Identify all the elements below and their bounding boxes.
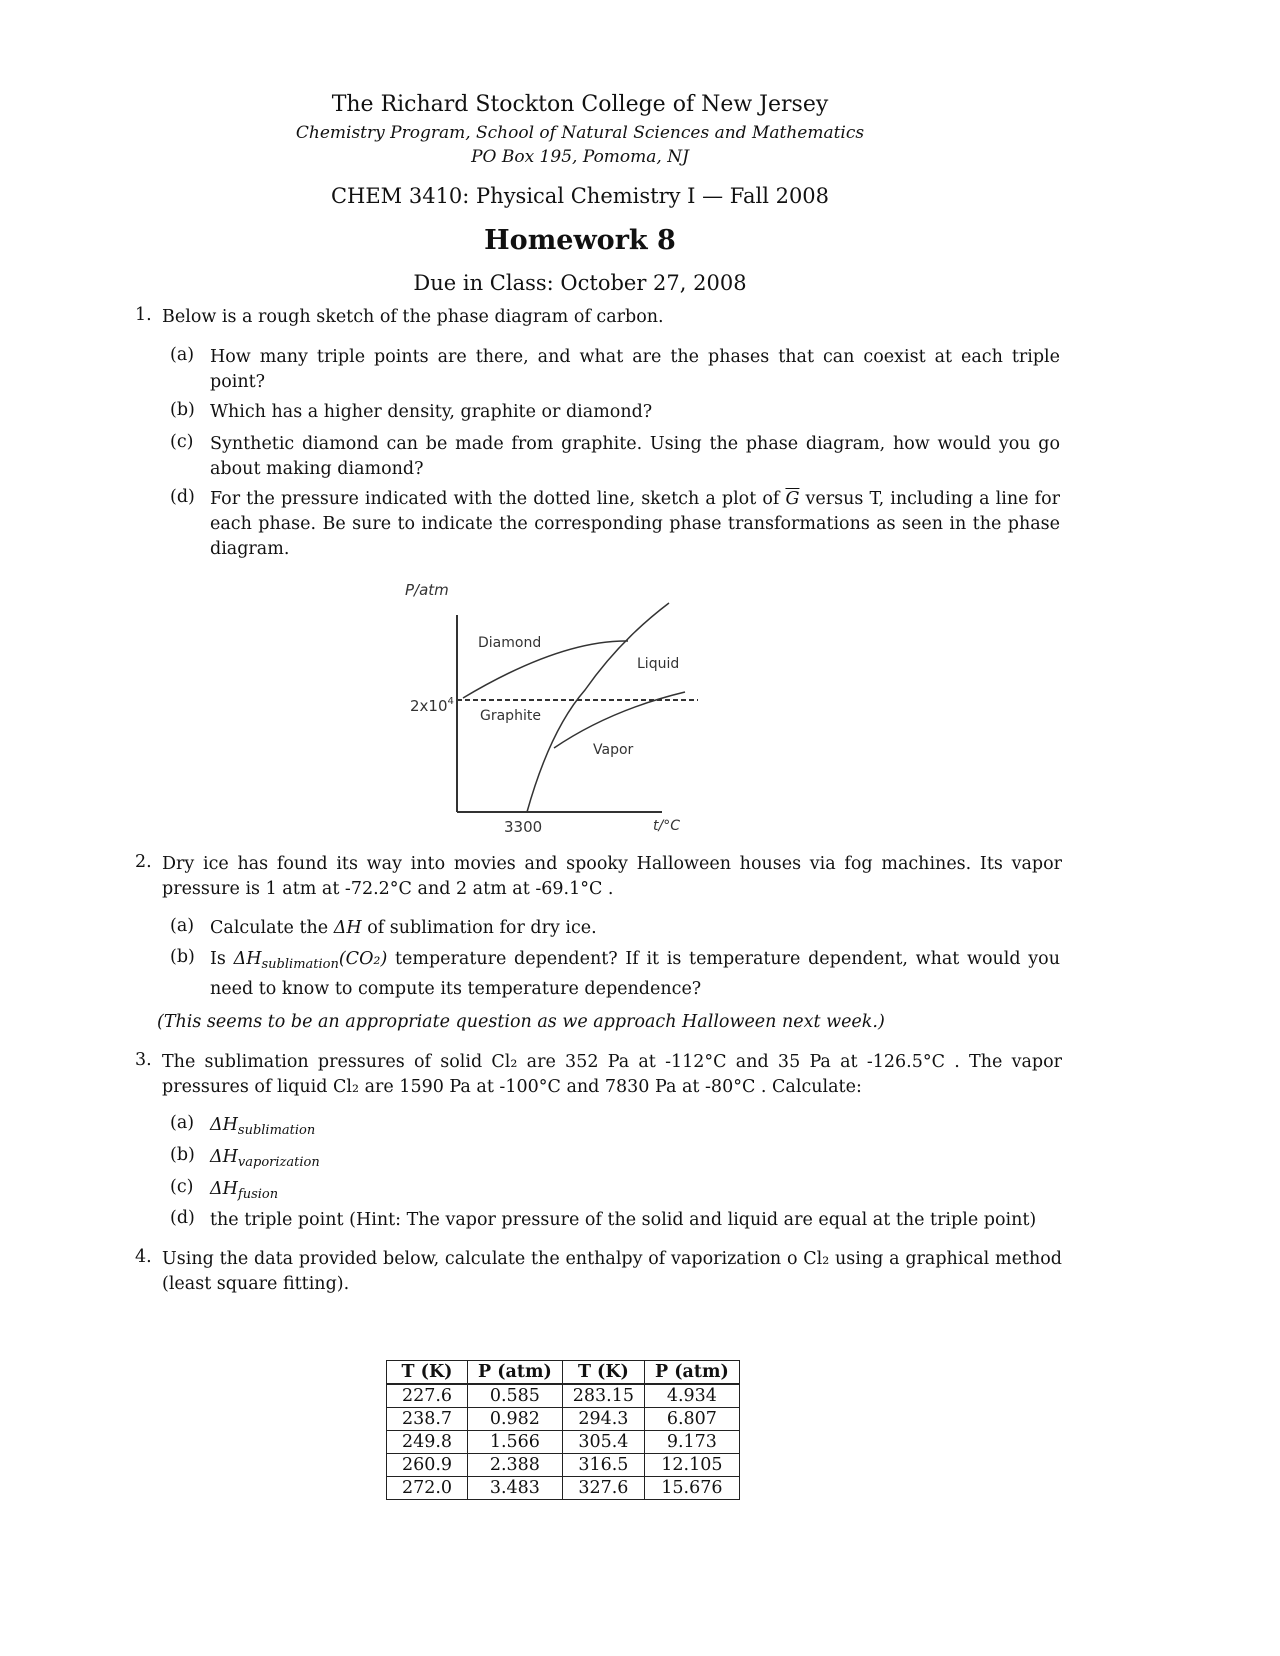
phase-vapor-label: Vapor (593, 742, 634, 758)
col-header: P (atm) (468, 1361, 563, 1385)
phase-diamond-label: Diamond (478, 635, 542, 651)
q4-number: 4. (135, 1247, 152, 1267)
col-header: T (K) (562, 1361, 644, 1385)
q1-text: Below is a rough sketch of the phase diagram of carbon. (162, 307, 664, 327)
q2a-label: (a) (170, 916, 195, 936)
table-row (387, 1384, 740, 1408)
carbon-phase-diagram (400, 580, 720, 850)
table-cell: 0.982 (468, 1408, 563, 1431)
q3b-text: $\Delta H_{vaporization}$ (210, 1147, 320, 1170)
q2-note: (This seems to be an appropriate question as we approach Halloween next week.) (157, 1012, 885, 1032)
q2a-text: Calculate the ΔH of sublimation for dry ice. (210, 918, 597, 938)
q1b-label: (b) (170, 400, 195, 420)
q2b-label: (b) (170, 947, 195, 967)
y-axis-label: P/atm (405, 581, 449, 599)
q3d-text: the triple point (Hint: The vapor pressure of the solid and liquid are equal at the triple point) (210, 1210, 1037, 1230)
q2-number: 2. (135, 852, 152, 872)
table-row (387, 1454, 740, 1477)
table-cell: 260.9 (387, 1454, 468, 1477)
q1c-label: (c) (170, 432, 194, 452)
table-cell: 3.483 (468, 1477, 563, 1500)
q1a-text: How many triple points are there, and what are the phases that can coexist at each triple point? (210, 347, 1060, 392)
program-name: Chemistry Program, School of Natural Sciences and Mathematics (295, 123, 865, 143)
q2b-text: Is $\Delta H_{sublimation}(CO_2)$ temperature dependent? If it is temperature dependent, what would you need to know to compute its temperature dependence? (210, 949, 1060, 999)
table-cell: 1.566 (468, 1431, 563, 1454)
phase-graphite-label: Graphite (480, 708, 541, 724)
table-cell: 305.4 (562, 1431, 644, 1454)
q3-number: 3. (135, 1050, 152, 1070)
q3c-text: $\Delta H_{fusion}$ (210, 1179, 279, 1202)
table-row (387, 1431, 740, 1454)
q3b-label: (b) (170, 1145, 195, 1165)
table-cell: 238.7 (387, 1408, 468, 1431)
table-cell: 272.0 (387, 1477, 468, 1500)
x-axis-label: t/°C (653, 818, 680, 834)
table-cell: 6.807 (645, 1408, 740, 1431)
q2-text: Dry ice has found its way into movies and spooky Halloween houses via fog machines. Its vapor pressure is 1 atm at -72.2°C and 2 atm at -69.1°C . (162, 854, 1062, 899)
table-cell: 227.6 (387, 1384, 468, 1408)
q4-text: Using the data provided below, calculate the enthalpy of vaporization o Cl₂ using a graphical method (least square fitting). (162, 1249, 1062, 1294)
course-title: CHEM 3410: Physical Chemistry I — Fall 2008 (330, 184, 830, 208)
col-header: P (atm) (645, 1361, 740, 1385)
table-cell: 316.5 (562, 1454, 644, 1477)
vapor-pressure-table (386, 1360, 740, 1500)
q3a-text: $\Delta H_{sublimation}$ (210, 1115, 316, 1138)
q1a-label: (a) (170, 345, 195, 365)
table-row (387, 1408, 740, 1431)
table-cell: 2.388 (468, 1454, 563, 1477)
pressure-tick-label: $2x10^4$ (410, 696, 454, 715)
q1d-text: For the pressure indicated with the dotted line, sketch a plot of $\overline{G}$ versus T, including a line for each phase. Be sure to indicate the corresponding phase transformations as seen in the phase diagram. (210, 489, 1060, 559)
q1b-text: Which has a higher density, graphite or diamond? (210, 402, 653, 422)
due-date: Due in Class: October 27, 2008 (413, 271, 747, 295)
table-cell: 12.105 (645, 1454, 740, 1477)
table-cell: 294.3 (562, 1408, 644, 1431)
q3d-label: (d) (170, 1208, 195, 1228)
institution-name: The Richard Stockton College of New Jersey (331, 92, 829, 117)
table-cell: 9.173 (645, 1431, 740, 1454)
table-cell: 0.585 (468, 1384, 563, 1408)
solid-liquid-boundary (527, 603, 669, 812)
phase-liquid-label: Liquid (637, 656, 680, 672)
table-cell: 15.676 (645, 1477, 740, 1500)
homework-title: Homework 8 (484, 225, 676, 256)
col-header: T (K) (387, 1361, 468, 1385)
table-cell: 249.8 (387, 1431, 468, 1454)
temperature-tick-label: 3300 (504, 818, 543, 836)
q3c-label: (c) (170, 1177, 194, 1197)
table-row (387, 1477, 740, 1500)
address: PO Box 195, Pomoma, NJ (471, 147, 689, 167)
g-bar-symbol: $\overline{G}$ (785, 489, 800, 509)
q1c-text: Synthetic diamond can be made from graphite. Using the phase diagram, how would you go about making diamond? (210, 434, 1060, 479)
table-cell: 283.15 (562, 1384, 644, 1408)
q1d-label: (d) (170, 487, 195, 507)
table-cell: 4.934 (645, 1384, 740, 1408)
table-cell: 327.6 (562, 1477, 644, 1500)
q1-number: 1. (135, 305, 152, 325)
q3-text: The sublimation pressures of solid Cl₂ are 352 Pa at -112°C and 35 Pa at -126.5°C . The vapor pressures of liquid Cl₂ are 1590 Pa at -100°C and 7830 Pa at -80°C . Calculate: (162, 1052, 1062, 1097)
q3a-label: (a) (170, 1113, 195, 1133)
